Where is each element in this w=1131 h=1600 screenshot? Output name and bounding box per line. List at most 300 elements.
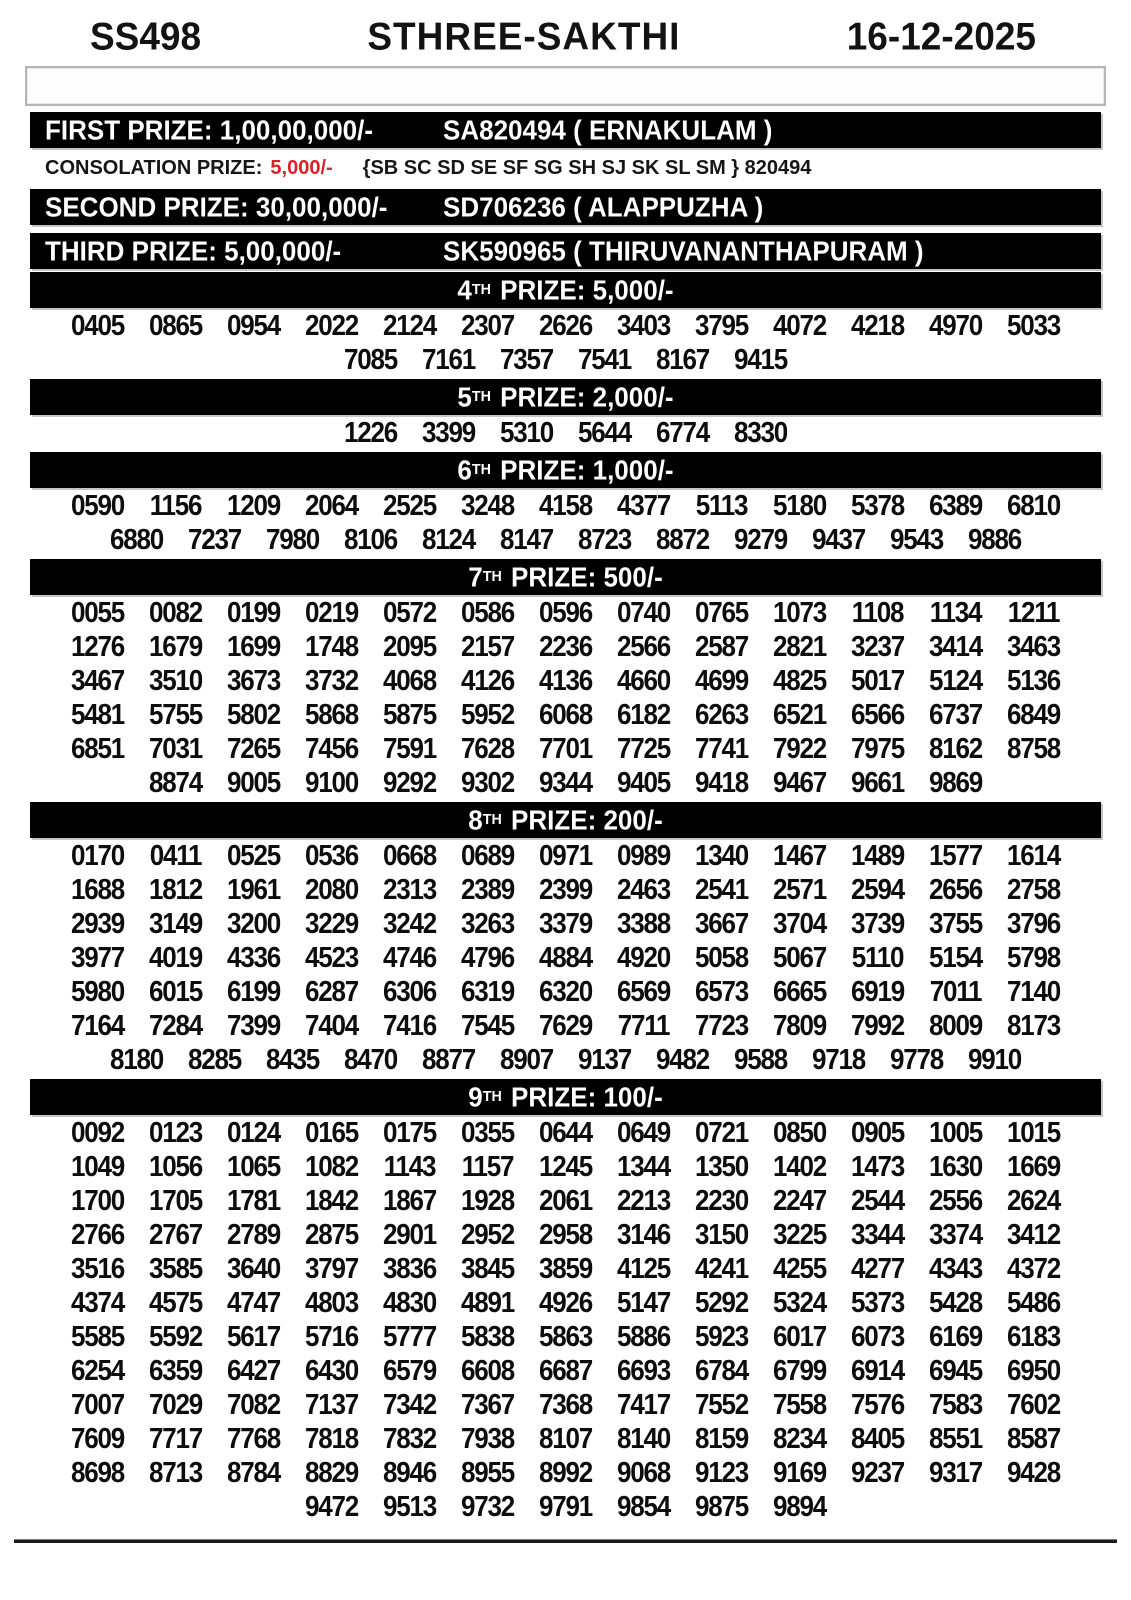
ticket-number: 4884 [538,940,593,974]
ticket-number: 2587 [694,629,749,663]
prize-section-header: 7 TH PRIZE: 500/- [30,559,1101,595]
ticket-number: 6287 [304,974,359,1008]
ticket-number: 0689 [460,838,515,872]
ticket-number: 2939 [70,906,125,940]
ticket-number: 7629 [538,1008,593,1042]
ticket-number: 8470 [343,1042,398,1076]
ticket-number: 3344 [850,1217,905,1251]
ticket-number: 8147 [499,522,554,556]
ticket-number: 8162 [928,731,983,765]
ticket-number: 8955 [460,1455,515,1489]
ticket-number: 6851 [70,731,125,765]
ticket-number-row [30,663,1101,697]
ticket-number: 6945 [928,1353,983,1387]
ticket-number: 5592 [148,1319,203,1353]
ticket-number: 2157 [460,629,515,663]
ticket-number: 1340 [694,838,749,872]
ticket-number: 0124 [226,1115,281,1149]
ticket-number: 9344 [538,765,593,799]
ticket-number: 9778 [889,1042,944,1076]
ticket-number: 8784 [226,1455,281,1489]
ticket-number: 8180 [109,1042,164,1076]
ticket-number: 7140 [1006,974,1061,1008]
ticket-number: 9854 [616,1489,671,1523]
first-prize-label: FIRST PRIZE: 1,00,00,000/- [45,113,374,146]
ticket-number: 0721 [694,1115,749,1149]
ticket-number: 3836 [382,1251,437,1285]
ticket-number-row [30,906,1101,940]
ticket-number: 7265 [226,731,281,765]
ticket-number: 2556 [928,1183,983,1217]
ticket-number: 9302 [460,765,515,799]
ticket-number: 3237 [850,629,905,663]
ticket-number: 4747 [226,1285,281,1319]
ticket-number: 2080 [304,872,359,906]
ticket-number: 0971 [538,838,593,872]
ticket-number: 8946 [382,1455,437,1489]
ticket-number: 2571 [772,872,827,906]
consolation-series: {SB SC SD SE SF SG SH SJ SK SL SM } 820494 [362,156,812,179]
ticket-number: 0765 [694,595,749,629]
ticket-number: 1688 [70,872,125,906]
ticket-number: 2525 [382,488,437,522]
ticket-number: 1015 [1006,1115,1061,1149]
third-prize-label: THIRD PRIZE: 5,00,000/- [45,234,342,267]
ticket-number: 2789 [226,1217,281,1251]
ticket-number: 1679 [148,629,203,663]
ticket-number: 0954 [226,308,281,342]
ticket-number: 9886 [967,522,1022,556]
ticket-number: 7161 [421,342,476,376]
draw-number: SS498 [90,14,202,58]
ticket-number: 6687 [538,1353,593,1387]
ticket-number: 5952 [460,697,515,731]
ticket-number: 2313 [382,872,437,906]
ticket-number: 8167 [655,342,710,376]
ticket-number: 8009 [928,1008,983,1042]
ticket-number: 1700 [70,1183,125,1217]
ticket-number: 5058 [694,940,749,974]
ticket-number: 9661 [850,765,905,799]
ticket-number: 1056 [148,1149,203,1183]
ticket-number: 1350 [694,1149,749,1183]
ticket-number: 6073 [850,1319,905,1353]
ticket-number: 6919 [850,974,905,1008]
ticket-number-row [30,974,1101,1008]
ticket-number: 3248 [460,488,515,522]
ticket-number: 6254 [70,1353,125,1387]
ticket-number: 6319 [460,974,515,1008]
ticket-number: 1211 [1007,595,1060,629]
prize-section-header: 5 TH PRIZE: 2,000/- [30,379,1101,415]
ticket-number: 1928 [460,1183,515,1217]
ticket-number: 3399 [421,415,476,449]
ticket-number: 8907 [499,1042,554,1076]
ticket-number: 1812 [148,872,203,906]
ticket-number: 5324 [772,1285,827,1319]
ticket-number-row [30,872,1101,906]
ticket-number: 9472 [304,1489,359,1523]
ticket-number-row [30,940,1101,974]
ticket-number: 7085 [343,342,398,376]
prize-section-header: 9 TH PRIZE: 100/- [30,1079,1101,1115]
ticket-number: 3796 [1006,906,1061,940]
ticket-number: 9428 [1006,1455,1061,1489]
ticket-number-row [30,1285,1101,1319]
ticket-number: 7456 [304,731,359,765]
ticket-number: 5292 [694,1285,749,1319]
ticket-number: 6880 [109,522,164,556]
prize-section [0,379,1131,449]
ticket-number: 9005 [226,765,281,799]
ticket-number: 1134 [929,595,982,629]
ticket-number: 7399 [226,1008,281,1042]
ticket-number: 8173 [1006,1008,1061,1042]
ticket-number: 9732 [460,1489,515,1523]
ticket-number: 0596 [538,595,593,629]
ticket-number: 6914 [850,1353,905,1387]
ticket-number-row [30,1489,1101,1523]
prize-amount-label: PRIZE: 5,000/- [492,273,674,306]
ticket-number: 7628 [460,731,515,765]
ticket-number: 3146 [616,1217,671,1251]
ticket-number: 4126 [460,663,515,697]
ticket-number: 2566 [616,629,671,663]
ticket-number: 1245 [538,1149,593,1183]
ticket-number: 7137 [304,1387,359,1421]
ticket-number: 5798 [1006,940,1061,974]
ticket-number: 3845 [460,1251,515,1285]
ticket-number: 9418 [694,765,749,799]
consolation-row [30,153,1101,183]
ticket-number: 1473 [850,1149,905,1183]
consolation-amount: 5,000/- [270,156,333,179]
ticket-number: 6320 [538,974,593,1008]
ticket-number: 7417 [616,1387,671,1421]
ticket-number: 6389 [928,488,983,522]
ticket-number: 5310 [499,415,554,449]
ticket-number: 6169 [928,1319,983,1353]
ticket-number: 7975 [850,731,905,765]
ticket-number: 7832 [382,1421,437,1455]
ticket-number-row [30,1319,1101,1353]
ticket-number: 8551 [928,1421,983,1455]
third-prize-winner: SK590965 ( THIRUVANANTHAPURAM ) [443,234,924,267]
ticket-number: 6306 [382,974,437,1008]
ticket-number: 3263 [460,906,515,940]
ticket-number: 1209 [226,488,281,522]
prize-amount-label: PRIZE: 2,000/- [492,380,674,413]
ticket-number: 4241 [694,1251,749,1285]
ticket-number: 5136 [1006,663,1061,697]
second-prize-bar [30,189,1101,225]
ticket-number: 1156 [149,488,202,522]
ticket-number: 4125 [616,1251,671,1285]
ticket-number: 5113 [695,488,748,522]
ticket-number: 2958 [538,1217,593,1251]
prize-ordinal: 4 [457,273,472,306]
ticket-number: 7768 [226,1421,281,1455]
ticket-number: 7357 [499,342,554,376]
ticket-number: 1699 [226,629,281,663]
ticket-number: 5180 [772,488,827,522]
ticket-number-row [30,1251,1101,1285]
ticket-number: 4660 [616,663,671,697]
ticket-number: 7082 [226,1387,281,1421]
ticket-number-row [30,1115,1101,1149]
ticket-number: 9317 [928,1455,983,1489]
ticket-number: 4803 [304,1285,359,1319]
prize-ordinal: 9 [468,1080,483,1113]
ticket-number: 0905 [850,1115,905,1149]
ticket-number: 2230 [694,1183,749,1217]
ticket-number: 9543 [889,522,944,556]
ticket-number-row [30,1217,1101,1251]
ticket-number: 2247 [772,1183,827,1217]
ticket-number: 4891 [460,1285,515,1319]
ticket-number: 5875 [382,697,437,731]
ticket-number: 4926 [538,1285,593,1319]
ticket-number: 7576 [850,1387,905,1421]
ticket-number: 7541 [577,342,632,376]
ticket-number: 7609 [70,1421,125,1455]
ticket-number: 9279 [733,522,788,556]
ticket-number: 5017 [850,663,905,697]
ticket-number: 8829 [304,1455,359,1489]
prize-section-header: 6 TH PRIZE: 1,000/- [30,452,1101,488]
ticket-number: 6573 [694,974,749,1008]
ticket-number: 7717 [148,1421,203,1455]
ticket-number: 0644 [538,1115,593,1149]
ticket-number: 3150 [694,1217,749,1251]
ticket-number: 7416 [382,1008,437,1042]
ticket-number: 6015 [148,974,203,1008]
ticket-number: 0590 [70,488,125,522]
ticket-number: 5617 [226,1319,281,1353]
ticket-number: 5755 [148,697,203,731]
ticket-number: 5147 [616,1285,671,1319]
ticket-number: 1005 [928,1115,983,1149]
ticket-number: 6263 [694,697,749,731]
ticket-number: 2758 [1006,872,1061,906]
ticket-number: 1669 [1006,1149,1061,1183]
ticket-number: 3673 [226,663,281,697]
ticket-number: 3463 [1006,629,1061,663]
ticket-number: 4218 [850,308,905,342]
ticket-number: 9123 [694,1455,749,1489]
ticket-number: 6566 [850,697,905,731]
ticket-number: 1577 [928,838,983,872]
ticket-number: 1276 [70,629,125,663]
ticket-number: 0572 [382,595,437,629]
ticket-number: 6183 [1006,1319,1061,1353]
ticket-number: 4072 [772,308,827,342]
ticket-number: 7164 [70,1008,125,1042]
ticket-number: 5067 [772,940,827,974]
ticket-number: 7545 [460,1008,515,1042]
ticket-number-row [30,1149,1101,1183]
ticket-number: 1082 [304,1149,359,1183]
ticket-number: 7007 [70,1387,125,1421]
ticket-number: 9292 [382,765,437,799]
ticket-number: 0536 [304,838,359,872]
ticket-number: 8107 [538,1421,593,1455]
second-prize-winner: SD706236 ( ALAPPUZHA ) [443,190,764,223]
ticket-number: 5378 [850,488,905,522]
ticket-number: 4575 [148,1285,203,1319]
ticket-number: 5110 [851,940,904,974]
prize-section [0,1079,1131,1523]
ticket-number: 0740 [616,595,671,629]
ticket-number: 2901 [382,1217,437,1251]
ticket-number: 4920 [616,940,671,974]
ticket-number: 3732 [304,663,359,697]
ticket-number: 1748 [304,629,359,663]
ticket-number: 0165 [304,1115,359,1149]
ticket-number: 2952 [460,1217,515,1251]
ticket-number: 1344 [616,1149,671,1183]
ticket-number: 9237 [850,1455,905,1489]
ticket-number: 4830 [382,1285,437,1319]
ticket-number: 6182 [616,697,671,731]
ticket-number: 0199 [226,595,281,629]
ticket-number: 7404 [304,1008,359,1042]
ticket-number-row [30,1455,1101,1489]
ticket-number: 3704 [772,906,827,940]
blank-strip [25,66,1106,106]
ticket-number: 8405 [850,1421,905,1455]
ticket-number: 7818 [304,1421,359,1455]
ticket-number: 9910 [967,1042,1022,1076]
ticket-number: 5838 [460,1319,515,1353]
ticket-number: 9137 [577,1042,632,1076]
ticket-number: 5481 [70,697,125,731]
ticket-number: 7552 [694,1387,749,1421]
ticket-number: 8106 [343,522,398,556]
ticket-number: 6784 [694,1353,749,1387]
ticket-number: 1226 [343,415,398,449]
ticket-number: 4970 [928,308,983,342]
ticket-number: 9791 [538,1489,593,1523]
ticket-number: 5033 [1006,308,1061,342]
ticket-number: 8234 [772,1421,827,1455]
ticket-number: 1402 [772,1149,827,1183]
ticket-number: 4343 [928,1251,983,1285]
ticket-number: 6737 [928,697,983,731]
ticket-number: 0865 [148,308,203,342]
ticket-number: 3414 [928,629,983,663]
ticket-number: 2626 [538,308,593,342]
ticket-number: 9068 [616,1455,671,1489]
ticket-number: 7938 [460,1421,515,1455]
ticket-number: 2213 [616,1183,671,1217]
ticket-number: 1143 [383,1149,436,1183]
ticket-number: 9513 [382,1489,437,1523]
header [0,14,1131,62]
ticket-number: 0411 [149,838,202,872]
ticket-number: 8872 [655,522,710,556]
ticket-number: 7725 [616,731,671,765]
ticket-number: 1842 [304,1183,359,1217]
ticket-number: 9894 [772,1489,827,1523]
ticket-number-row [30,342,1101,376]
ticket-number: 5428 [928,1285,983,1319]
prize-sections [0,272,1131,1523]
ticket-number-row [30,1387,1101,1421]
ticket-number: 8587 [1006,1421,1061,1455]
ticket-number: 9100 [304,765,359,799]
ticket-number: 6774 [655,415,710,449]
ticket-number: 0649 [616,1115,671,1149]
ticket-number: 2399 [538,872,593,906]
ticket-number-row [30,308,1101,342]
ticket-number: 5373 [850,1285,905,1319]
ticket-number: 6665 [772,974,827,1008]
ticket-number: 4523 [304,940,359,974]
ticket-number: 5644 [577,415,632,449]
prize-section [0,452,1131,556]
prize-ordinal: 7 [468,560,483,593]
ticket-number: 6849 [1006,697,1061,731]
ticket-number-row [30,1353,1101,1387]
ticket-number: 4068 [382,663,437,697]
ticket-number: 4158 [538,488,593,522]
ticket-number: 8992 [538,1455,593,1489]
ticket-number: 2624 [1006,1183,1061,1217]
ticket-number: 6608 [460,1353,515,1387]
ticket-number: 3510 [148,663,203,697]
ticket-number: 2022 [304,308,359,342]
ticket-number: 4825 [772,663,827,697]
ticket-number: 2594 [850,872,905,906]
ticket-number: 0989 [616,838,671,872]
ticket-number: 1614 [1006,838,1061,872]
ticket-number: 2544 [850,1183,905,1217]
ticket-number: 4372 [1006,1251,1061,1285]
ticket-number: 2541 [694,872,749,906]
ticket-number: 3379 [538,906,593,940]
ticket-number: 7342 [382,1387,437,1421]
ticket-number: 6810 [1006,488,1061,522]
ticket-number: 8285 [187,1042,242,1076]
ticket-number: 5124 [928,663,983,697]
ticket-number: 5802 [226,697,281,731]
ticket-number-row [30,838,1101,872]
ticket-number: 8758 [1006,731,1061,765]
ticket-number-row [30,1008,1101,1042]
ticket-number: 2236 [538,629,593,663]
prize-amount-label: PRIZE: 500/- [503,560,663,593]
ticket-number: 1489 [850,838,905,872]
draw-date: 16-12-2025 [846,14,1036,58]
ticket-number: 8877 [421,1042,476,1076]
ticket-number: 8330 [733,415,788,449]
ticket-number: 5486 [1006,1285,1061,1319]
ticket-number: 1157 [461,1149,514,1183]
ticket-number: 7723 [694,1008,749,1042]
ticket-number: 6569 [616,974,671,1008]
ticket-number: 7711 [617,1008,670,1042]
ticket-number: 9437 [811,522,866,556]
ticket-number: 0092 [70,1115,125,1149]
ticket-number: 7591 [382,731,437,765]
ticket-number: 1108 [851,595,904,629]
ticket-number: 7602 [1006,1387,1061,1421]
ticket-number: 8159 [694,1421,749,1455]
prize-section-header: 4 TH PRIZE: 5,000/- [30,272,1101,308]
prize-amount-label: PRIZE: 200/- [503,803,663,836]
ticket-number: 7922 [772,731,827,765]
